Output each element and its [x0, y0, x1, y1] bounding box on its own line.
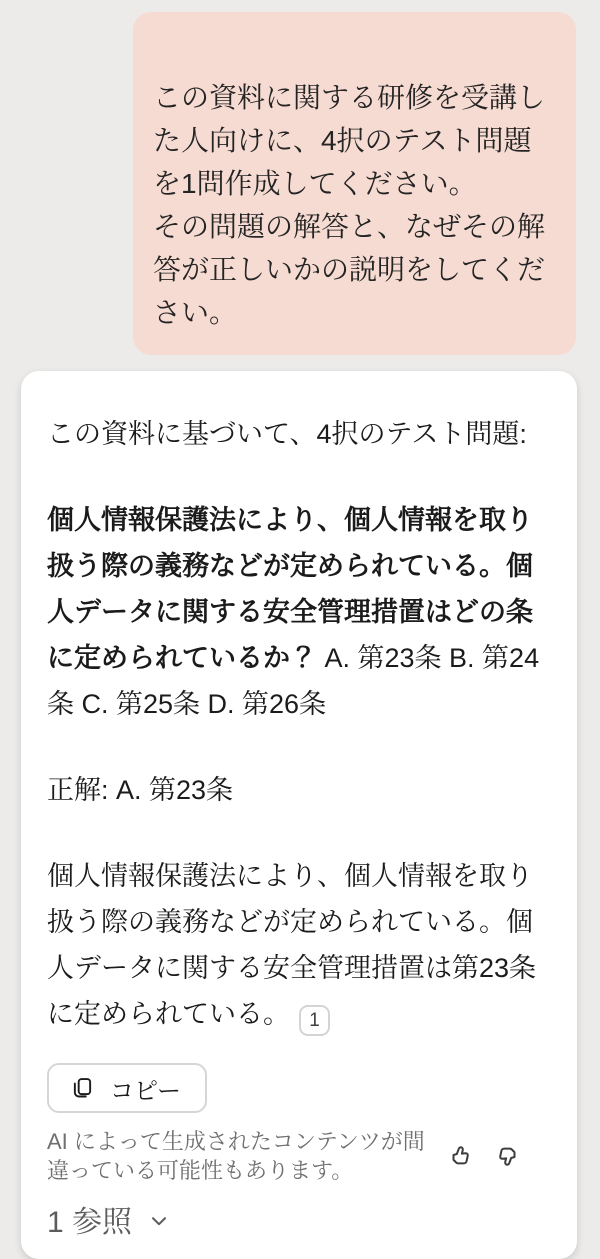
- user-message-text: この資料に関する研修を受講した人向けに、4択のテスト問題を1問作成してください。 その問題の解答と、なぜその解答が正しいかの説明をしてください。: [153, 82, 546, 328]
- question-paragraph: [47, 497, 551, 727]
- thumbs-up-icon: [445, 1141, 475, 1171]
- assistant-message-card: [21, 371, 577, 1259]
- answer-text: 正解: A. 第23条: [47, 775, 234, 805]
- copy-button-label: コピー: [110, 1077, 182, 1105]
- feedback-buttons: [443, 1139, 551, 1173]
- ai-disclaimer-text: AI によって生成されたコンテンツが間違っている可能性もあります。: [47, 1129, 425, 1183]
- message-footer: [47, 1127, 551, 1185]
- chat-background: [0, 12, 600, 1250]
- thumbs-down-icon: [493, 1141, 523, 1171]
- references-toggle[interactable]: [47, 1195, 170, 1243]
- user-message-bubble: [133, 12, 576, 355]
- assistant-intro-text: この資料に基づいて、4択のテスト問題:: [47, 419, 527, 449]
- copy-icon: [69, 1075, 96, 1102]
- chat-thread: [0, 12, 600, 1259]
- citation-badge[interactable]: 1: [299, 1005, 330, 1036]
- chevron-down-icon: [148, 1206, 170, 1232]
- explanation-text: 個人情報保護法により、個人情報を取り扱う際の義務などが定められている。個人データに関する安全管理措置は第23条に定められている。: [47, 861, 537, 1029]
- copy-button[interactable]: [47, 1063, 207, 1113]
- question-bold-text: 個人情報保護法により、個人情報を取り扱う際の義務などが定められている。個人データに関する安全管理措置はどの条に定められているか？: [47, 505, 533, 673]
- thumbs-down-button[interactable]: [491, 1139, 525, 1173]
- question-options-text: A. 第23条 B. 第24条 C. 第25条 D. 第26条: [47, 643, 540, 719]
- explanation-paragraph: [47, 853, 551, 1037]
- thumbs-up-button[interactable]: [443, 1139, 477, 1173]
- references-label: 1 参照: [47, 1206, 133, 1239]
